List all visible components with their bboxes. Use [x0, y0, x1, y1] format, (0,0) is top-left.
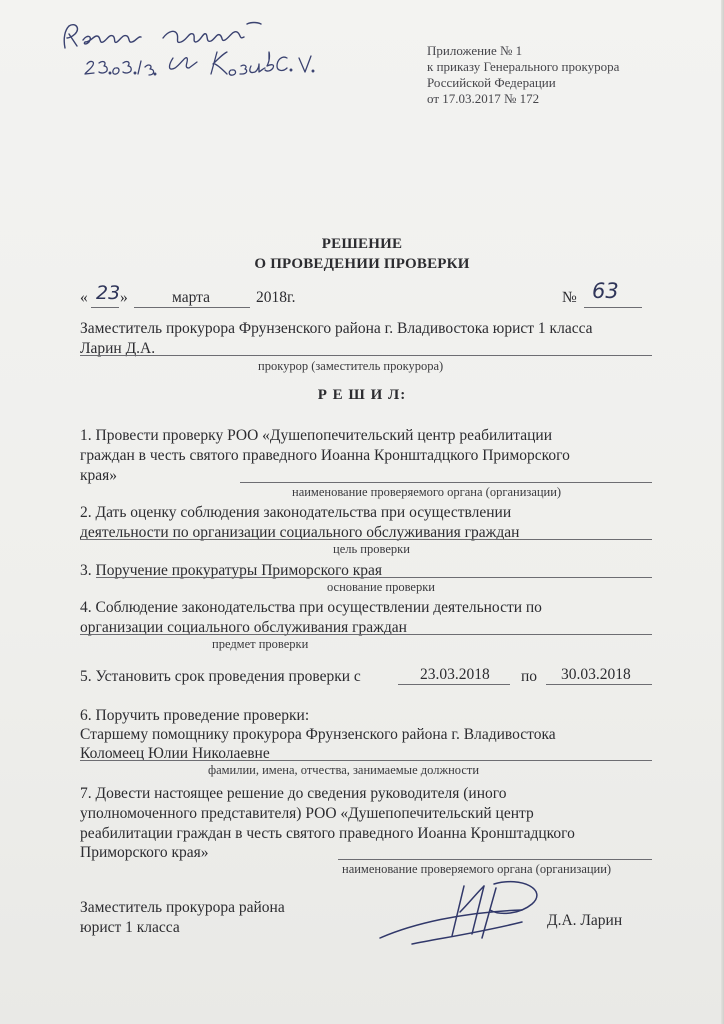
item-1-line-2: граждан в честь святого праведного Иоанна Кронштадцкого Приморского [80, 447, 570, 464]
handwritten-signature [372, 872, 562, 952]
signatory-name: Д.А. Ларин [547, 912, 623, 929]
item-7-caption: наименование проверяемого органа (организации) [342, 862, 612, 876]
appendix-line-3: Российской Федерации [427, 75, 556, 90]
item-2-caption: цель проверки [333, 542, 410, 556]
signatory-position-line-1: Заместитель прокурора района [80, 899, 285, 916]
document-number-label: № [562, 289, 577, 306]
appendix-block [427, 43, 619, 107]
item-7-line-4: Приморского края» [80, 844, 209, 861]
item-5-date-to: 30.03.2018 [561, 666, 631, 683]
item-3-caption: основание проверки [327, 580, 435, 594]
item-1-line-3: края» [80, 467, 118, 484]
decided-heading: Р Е Ш И Л: [317, 387, 407, 403]
date-quote-close: » [120, 289, 128, 306]
item-5-date-from: 23.03.2018 [420, 666, 490, 683]
document-title-line-2: О ПРОВЕДЕНИИ ПРОВЕРКИ [254, 256, 470, 272]
item-4-line-1: 4. Соблюдение законодательства при осуществлении деятельности по [80, 599, 542, 616]
item-5-label: 5. Установить срок проведения проверки с [80, 668, 361, 685]
item-4-caption: предмет проверки [212, 637, 309, 651]
item-5-to-label: по [521, 668, 538, 685]
date-day: 23 [96, 282, 121, 304]
date-year: 2018г. [256, 289, 296, 306]
item-6-caption: фамилии, имена, отчества, занимаемые должности [208, 763, 480, 777]
item-7-line-3: реабилитации граждан в честь святого праведного Иоанна Кронштадцкого [80, 825, 575, 842]
item-1-caption: наименование проверяемого органа (организации) [292, 485, 562, 499]
document-title-line-1: РЕШЕНИЕ [321, 236, 403, 252]
date-month: марта [172, 289, 210, 306]
item-6-line-3: Коломеец Юлии Николаевне [80, 745, 270, 762]
appendix-line-1: Приложение № 1 [427, 43, 523, 58]
date-quote-open: « [80, 289, 88, 306]
document-number: 63 [592, 279, 619, 303]
item-6-line-1: 6. Поручить проведение проверки: [80, 707, 310, 724]
item-7-line-2: уполномоченного представителя) РОО «Душепопечительский центр [80, 805, 534, 822]
item-2-line-1: 2. Дать оценку соблюдения законодательства при осуществлении [80, 504, 512, 521]
handwritten-receipt-note [55, 18, 325, 88]
issuer-line-1: Заместитель прокурора Фрунзенского района г. Владивостока юрист 1 класса [80, 320, 593, 337]
issuer-caption: прокурор (заместитель прокурора) [258, 359, 444, 373]
item-2-line-2: деятельности по организации социального обслуживания граждан [80, 524, 520, 541]
item-4-line-2: организации социального обслуживания граждан [80, 619, 407, 636]
signatory-position-line-2: юрист 1 класса [80, 919, 180, 936]
item-1-line-1: 1. Провести проверку РОО «Душепопечительский центр реабилитации [80, 427, 553, 444]
item-7-line-1: 7. Довести настоящее решение до сведения руководителя (иного [80, 785, 507, 802]
item-3-line-1: 3. Поручение прокуратуры Приморского края [80, 562, 383, 579]
issuer-line-2: Ларин Д.А. [80, 340, 156, 357]
item-6-line-2: Старшему помощнику прокурора Фрунзенского района г. Владивостока [80, 726, 556, 743]
appendix-line-2: к приказу Генерального прокурора [427, 59, 620, 74]
appendix-line-4: от 17.03.2017 № 172 [427, 91, 540, 106]
